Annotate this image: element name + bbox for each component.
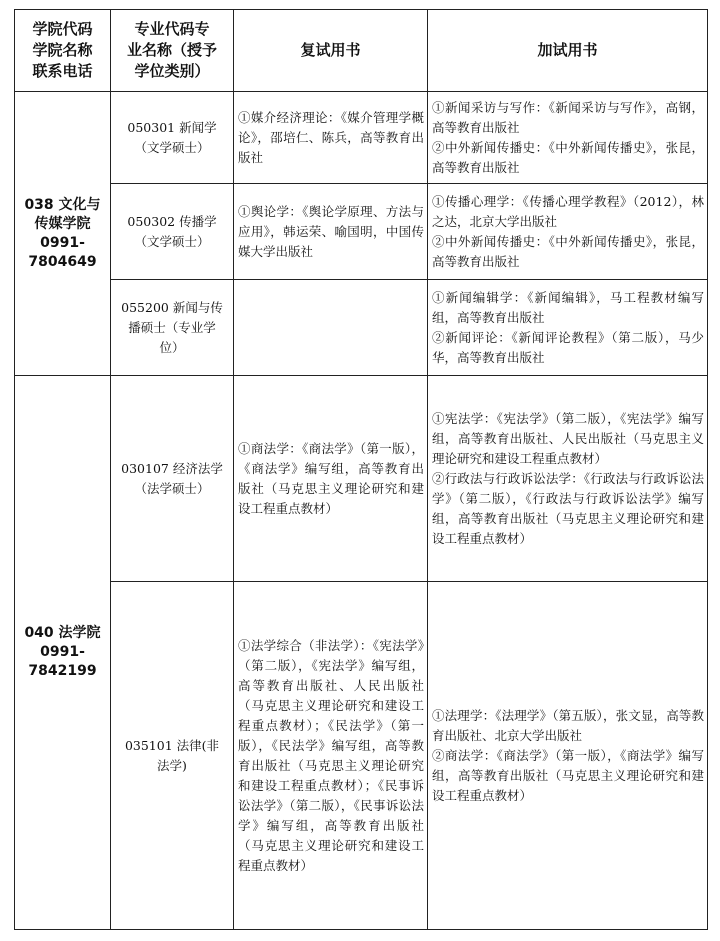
major-name: 050302 传播学（文学硕士） <box>111 184 234 280</box>
extra-books: ①新闻编辑学：《新闻编辑》，马工程教材编写组，高等教育出版社 ②新闻评论：《新闻评论教程》（第二版），马少华，高等教育出版社 <box>428 280 708 376</box>
major-name: 035101 法律(非法学) <box>111 582 234 930</box>
header-retest-books: 复试用书 <box>234 10 428 92</box>
extra-books: ①法理学：《法理学》（第五版），张文显，高等教育出版社、北京大学出版社 ②商法学：《商法学》（第一版），《商法学》编写组，高等教育出版社（马克思主义理论研究和建设工程重点教材） <box>428 582 708 930</box>
major-name: 050301 新闻学（文学硕士） <box>111 92 234 184</box>
retest-books: ①法学综合（非法学）：《宪法学》（第二版），《宪法学》编写组，高等教育出版社、人民出版社（马克思主义理论研究和建设工程重点教材）；《民法学》（第一版），《民法学》编写组，高等教育出版社（马克思主义理论研究和建设工程重点教材）；《民事诉讼法学》（第二版），《民事诉讼法学》编写组，高等教育出版社（马克思主义理论研究和建设工程重点教材） <box>234 582 428 930</box>
table-row <box>15 280 708 376</box>
extra-books: ①传播心理学：《传播心理学教程》（2012），林之达，北京大学出版社 ②中外新闻传播史：《中外新闻传播史》，张昆，高等教育出版社 <box>428 184 708 280</box>
header-college: 学院代码 学院名称 联系电话 <box>15 10 111 92</box>
college-cell <box>15 376 111 930</box>
college-name: 038 文化与传媒学院 <box>24 196 101 232</box>
retest-books: ①商法学：《商法学》（第一版），《商法学》编写组，高等教育出版社（马克思主义理论研究和建设工程重点教材） <box>234 376 428 582</box>
retest-books: ①媒介经济理论：《媒介管理学概论》，邵培仁、陈兵，高等教育出版社 <box>234 92 428 184</box>
extra-books: ①宪法学：《宪法学》（第二版），《宪法学》编写组，高等教育出版社、人民出版社（马克思主义理论研究和建设工程重点教材） ②行政法与行政诉讼法学：《行政法与行政诉讼法学》（第二版），《行政法与行政诉讼法学》编写组，高等教育出版社（马克思主义理论研究和建设工程重点教材） <box>428 376 708 582</box>
major-name: 030107 经济法学（法学硕士） <box>111 376 234 582</box>
table-row <box>15 184 708 280</box>
table-row <box>15 582 708 930</box>
college-phone: 0991-7842199 <box>28 644 97 679</box>
major-name: 055200 新闻与传播硕士（专业学位） <box>111 280 234 376</box>
retest-books: ①舆论学：《舆论学原理、方法与应用》，韩运荣、喻国明，中国传媒大学出版社 <box>234 184 428 280</box>
college-name: 040 法学院 <box>24 625 101 641</box>
extra-books: ①新闻采访与写作：《新闻采访与写作》，高钢，高等教育出版社 ②中外新闻传播史：《中外新闻传播史》，张昆，高等教育出版社 <box>428 92 708 184</box>
header-row <box>15 10 708 92</box>
college-cell <box>15 92 111 376</box>
book-list-table <box>14 9 708 930</box>
college-phone: 0991-7804649 <box>28 234 97 270</box>
header-extra-books: 加试用书 <box>428 10 708 92</box>
table-row <box>15 92 708 184</box>
retest-books <box>234 280 428 376</box>
header-major: 专业代码专 业名称（授予 学位类别） <box>111 10 234 92</box>
table-row <box>15 376 708 582</box>
